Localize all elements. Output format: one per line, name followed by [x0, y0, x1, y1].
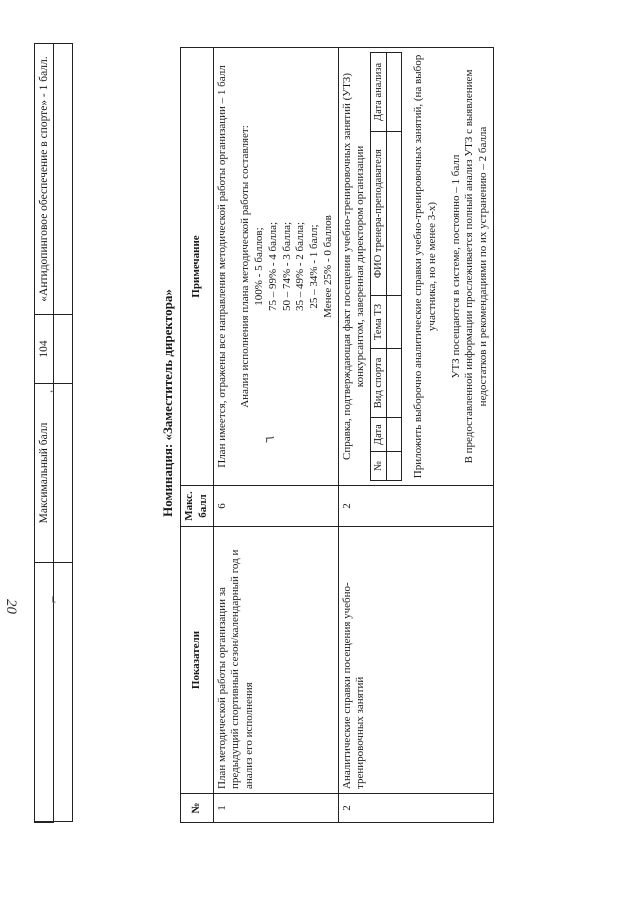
- inner-col-sport: Вид спорта: [371, 348, 387, 418]
- note-paragraph: В предоставленной информации прослеживается полный анализ УТЗ с выявлением недостатков и рекомендациями по их устранению – 2 балла: [463, 69, 490, 464]
- inner-col-num: №: [371, 452, 387, 481]
- col-note: Примечание: [181, 48, 214, 486]
- row-indicator: План методической работы организации за предыдущий спортивный сезон/календарный год и анализ его исполнения: [213, 527, 338, 794]
- table-header-row: [371, 53, 387, 481]
- row-max: 2: [338, 486, 493, 527]
- pen-mark: ,: [40, 389, 55, 393]
- note-paragraph: Приложить выборочно аналитические справки учебно-тренировочных занятий, (на выбор участника, но не менее 3-х): [412, 54, 438, 479]
- score-line: 25 – 34% - 1 балл;: [308, 224, 320, 309]
- note-paragraph: Справка, подтверждающая факт посещения учебно-тренировочных занятий (УТЗ) конкурсантом, заверенная директором организации: [340, 73, 367, 460]
- row-indicator: Аналитические справки посещения учебно-тренировочных занятий: [338, 527, 493, 794]
- note-paragraph: УТЗ посещаются в системе, постоянно – 1 балл: [449, 154, 462, 379]
- score-line: Менее 25% - 0 баллов: [321, 215, 334, 318]
- empty-cell: [54, 44, 73, 315]
- empty-cell: [387, 131, 402, 295]
- antidoping-note: «Антидопинговое обеспечение в спорте» - 1 балл.: [35, 44, 54, 315]
- row-max: 6: [213, 486, 338, 527]
- table-row: [387, 53, 402, 481]
- col-indicator: Показатели: [181, 527, 214, 794]
- max-score-value: 104: [35, 315, 54, 384]
- note-paragraph: План имеется, отражены все направления методической работы организации – 1 балл: [215, 65, 228, 468]
- row-note: [338, 48, 493, 486]
- score-line: 35 – 49% - 2 балла;: [294, 221, 307, 312]
- col-num: №: [181, 794, 214, 823]
- table-row: [35, 44, 54, 823]
- inner-col-coach: ФИО тренера-преподавателя: [371, 131, 387, 295]
- table-row: [54, 44, 73, 823]
- empty-cell: [387, 296, 402, 348]
- nomination-title: Номинация: «Заместитель директора»: [160, 289, 175, 517]
- row-num: 2: [338, 794, 493, 823]
- visit-log-table: [370, 52, 402, 481]
- inner-col-topic: Тема ТЗ: [371, 296, 387, 348]
- empty-cell: [54, 315, 73, 384]
- score-line: 50 – 74% - 3 балла;: [280, 221, 293, 312]
- inner-col-analysis-date: Дата анализа: [371, 53, 387, 132]
- empty-cell: [387, 348, 402, 418]
- empty-cell: [387, 53, 402, 132]
- empty-cell: [387, 418, 402, 452]
- row-num: 1: [213, 794, 338, 823]
- table-row: [213, 48, 338, 823]
- note-paragraph: Анализ исполнения плана методической работы составляет:: [239, 125, 252, 408]
- page-number: 20: [3, 599, 19, 614]
- max-score-table: [34, 43, 73, 823]
- table-header-row: [181, 48, 214, 823]
- col-max: Макс. балл: [181, 486, 214, 527]
- max-score-label: Максимальный балл: [35, 384, 54, 563]
- inner-col-date: Дата: [371, 418, 387, 452]
- pen-mark: ٦: [262, 436, 277, 443]
- pen-mark: ⌐: [45, 595, 60, 603]
- empty-cell: [387, 452, 402, 481]
- score-line: 100% - 5 баллов;: [253, 227, 265, 306]
- empty-cell: [54, 384, 73, 563]
- table-row: [338, 48, 493, 823]
- score-line: 75 – 99% - 4 балла;: [266, 221, 279, 312]
- criteria-table: [180, 47, 494, 823]
- row-note: [213, 48, 338, 486]
